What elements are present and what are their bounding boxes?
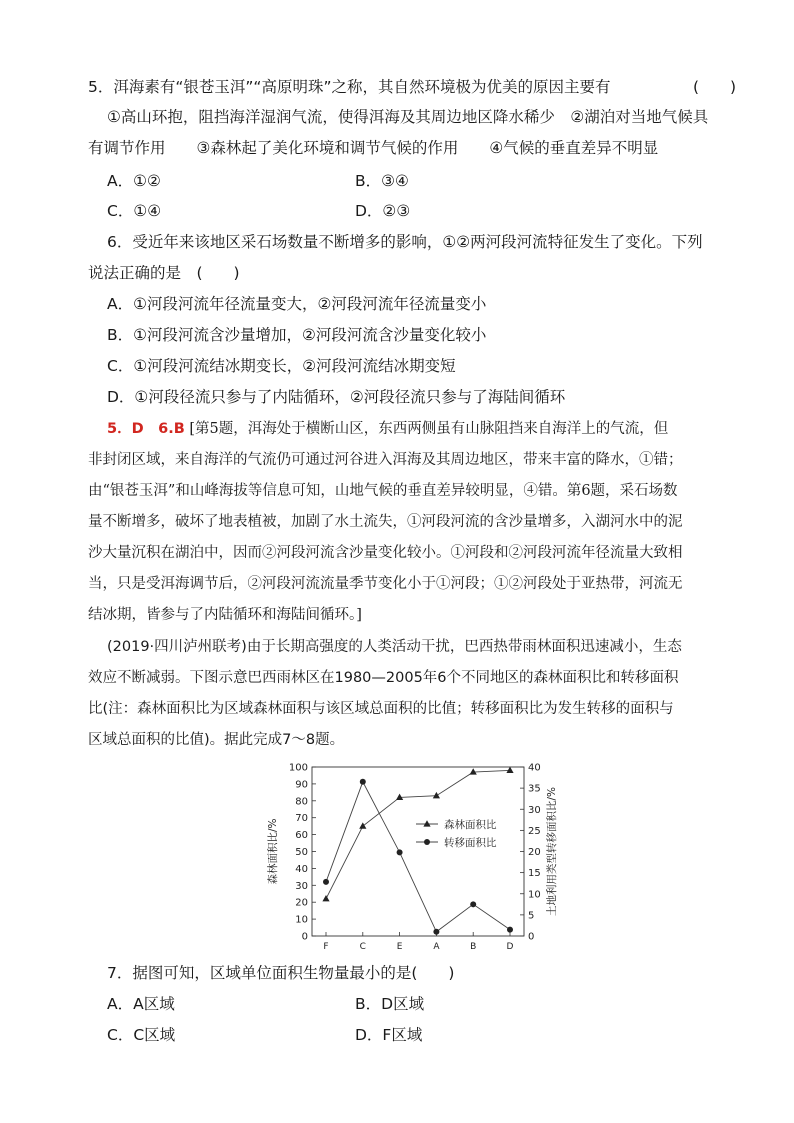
left-tick-label: 10	[295, 914, 308, 926]
plot-frame	[312, 767, 524, 936]
q5-option-a: A．①②	[107, 172, 161, 190]
left-tick-label: 70	[295, 813, 308, 825]
material-line1: (2019·四川泸州联考)由于长期高强度的人类活动干扰，巴西热带雨林面积迅速减小，生态	[107, 639, 682, 655]
q6-option-b: B．①河段河流含沙量增加，②河段河流含沙量变化较小	[107, 326, 487, 344]
x-tick-label: B	[470, 942, 477, 952]
q5-option-d: D．②③	[355, 202, 411, 220]
answer-line3: 由“银苍玉洱”和山峰海拔等信息可知，山地气候的垂直差异较明显，④错。第6题，采石场数	[88, 483, 678, 499]
transfer-ratio-point	[323, 879, 329, 885]
x-tick-label: F	[323, 942, 329, 952]
forest-ratio-point	[322, 895, 329, 901]
material-line2: 效应不断减弱。下图示意巴西雨林区在1980—2005年6个不同地区的森林面积比和转移面积	[88, 670, 679, 686]
x-tick-label: D	[506, 942, 514, 952]
right-tick-label: 10	[528, 889, 541, 901]
y-axis-label: 森林面积比/%	[267, 818, 279, 885]
left-tick-label: 100	[288, 762, 308, 774]
left-tick-label: 90	[295, 779, 308, 791]
q6-option-a: A．①河段河流年径流量变大，②河段河流年径流量变小	[107, 295, 487, 313]
q7-option-c: C．C区域	[107, 1026, 176, 1044]
right-tick-label: 20	[528, 847, 541, 858]
answer-line1	[107, 418, 757, 440]
right-tick-label: 30	[528, 804, 541, 816]
q5-option-c: C．①④	[107, 202, 162, 220]
transfer-ratio-point	[397, 849, 403, 855]
material-line3: 比(注：森林面积比为区域森林面积与该区域总面积的比值；转移面积比为发生转移的面积与	[88, 701, 674, 717]
forest-ratio-point	[396, 794, 403, 800]
left-tick-label: 20	[295, 897, 308, 909]
q7-stem: 7．据图可知，区域单位面积生物量最小的是( )	[107, 964, 455, 982]
x-tick-label: A	[433, 942, 440, 952]
q5-answer-paren: ( )	[693, 78, 737, 96]
right-tick-label: 40	[528, 762, 541, 774]
q7-option-a: A．A区域	[107, 995, 175, 1013]
forest-transfer-chart	[262, 760, 562, 955]
q5-option-b: B．③④	[355, 172, 409, 190]
series-line-2	[326, 782, 510, 932]
answer-line2: 非封闭区域，来自海洋的气流仍可通过河谷进入洱海及其周边地区，带来丰富的降水，①错；	[88, 452, 683, 468]
legend-marker-transfer	[424, 839, 430, 845]
left-tick-label: 60	[295, 830, 308, 842]
transfer-ratio-point	[360, 779, 366, 785]
legend-label-transfer: 转移面积比	[444, 837, 497, 849]
transfer-ratio-point	[470, 901, 476, 907]
left-tick-label: 30	[295, 880, 308, 892]
answer-line4: 量不断增多，破坏了地表植被，加剧了水土流失，①河段河流的含沙量增多，入湖河水中的泥	[88, 514, 683, 530]
y2-axis-label: 土地利用类型转移面积比/%	[546, 786, 558, 917]
material-line4: 区域总面积的比值)。据此完成7～8题。	[88, 732, 345, 748]
q7-option-d: D．F区域	[355, 1026, 423, 1044]
forest-ratio-point	[359, 822, 366, 828]
answer-line6: 当，只是受洱海调节后，②河段河流流量季节变化小于①河段；①②河段处于亚热带，河流无	[88, 576, 683, 592]
answer-line7: 结冰期，皆参与了内陆循环和海陆间循环。]	[88, 607, 362, 623]
forest-ratio-point	[470, 768, 477, 774]
forest-ratio-point	[506, 767, 513, 773]
q6-stem-line1: 6．受近年来该地区采石场数量不断增多的影响，①②两河段河流特征发生了变化。下列	[107, 233, 703, 251]
left-tick-label: 40	[295, 863, 308, 875]
q5-items-line1: ①高山环抱，阻挡海洋湿润气流，使得洱海及其周边地区降水稀少 ②湖泊对当地气候具	[107, 108, 709, 126]
legend-label-forest: 森林面积比	[444, 819, 497, 831]
q7-option-b: B．D区域	[355, 995, 425, 1013]
q6-option-c: C．①河段河流结冰期变长，②河段河流结冰期变短	[107, 357, 456, 375]
right-tick-label: 35	[528, 783, 541, 795]
answer-marks: 5．D 6.B	[107, 421, 185, 437]
q5-items-line2: 有调节作用 ③森林起了美化环境和调节气候的作用 ④气候的垂直差异不明显	[88, 139, 659, 157]
right-tick-label: 0	[528, 931, 535, 943]
series-line-1	[326, 770, 510, 898]
x-tick-label: C	[359, 942, 366, 952]
q5-stem	[88, 76, 738, 98]
right-tick-label: 25	[528, 825, 541, 837]
right-tick-label: 5	[528, 910, 535, 922]
left-tick-label: 50	[295, 847, 308, 858]
transfer-ratio-point	[433, 929, 439, 935]
x-tick-label: E	[396, 942, 403, 952]
legend-marker-forest	[423, 820, 430, 826]
q6-stem-line2: 说法正确的是 ( )	[88, 264, 240, 282]
answer-line5: 沙大量沉积在湖泊中，因而②河段河流含沙量变化较小。①河段和②河段河流年径流量大致相	[88, 545, 683, 561]
transfer-ratio-point	[507, 927, 513, 933]
left-tick-label: 80	[295, 796, 308, 808]
q5-stem-text: 5．洱海素有“银苍玉洱”“高原明珠”之称，其自然环境极为优美的原因主要有	[88, 78, 611, 96]
forest-ratio-point	[433, 792, 440, 798]
q6-option-d: D．①河段径流只参与了内陆循环，②河段径流只参与了海陆间循环	[107, 388, 566, 406]
right-tick-label: 15	[528, 868, 541, 880]
left-tick-label: 0	[301, 931, 308, 943]
answer-line1-text: [第5题，洱海处于横断山区，东西两侧虽有山脉阻挡来自海洋上的气流，但	[189, 421, 669, 437]
